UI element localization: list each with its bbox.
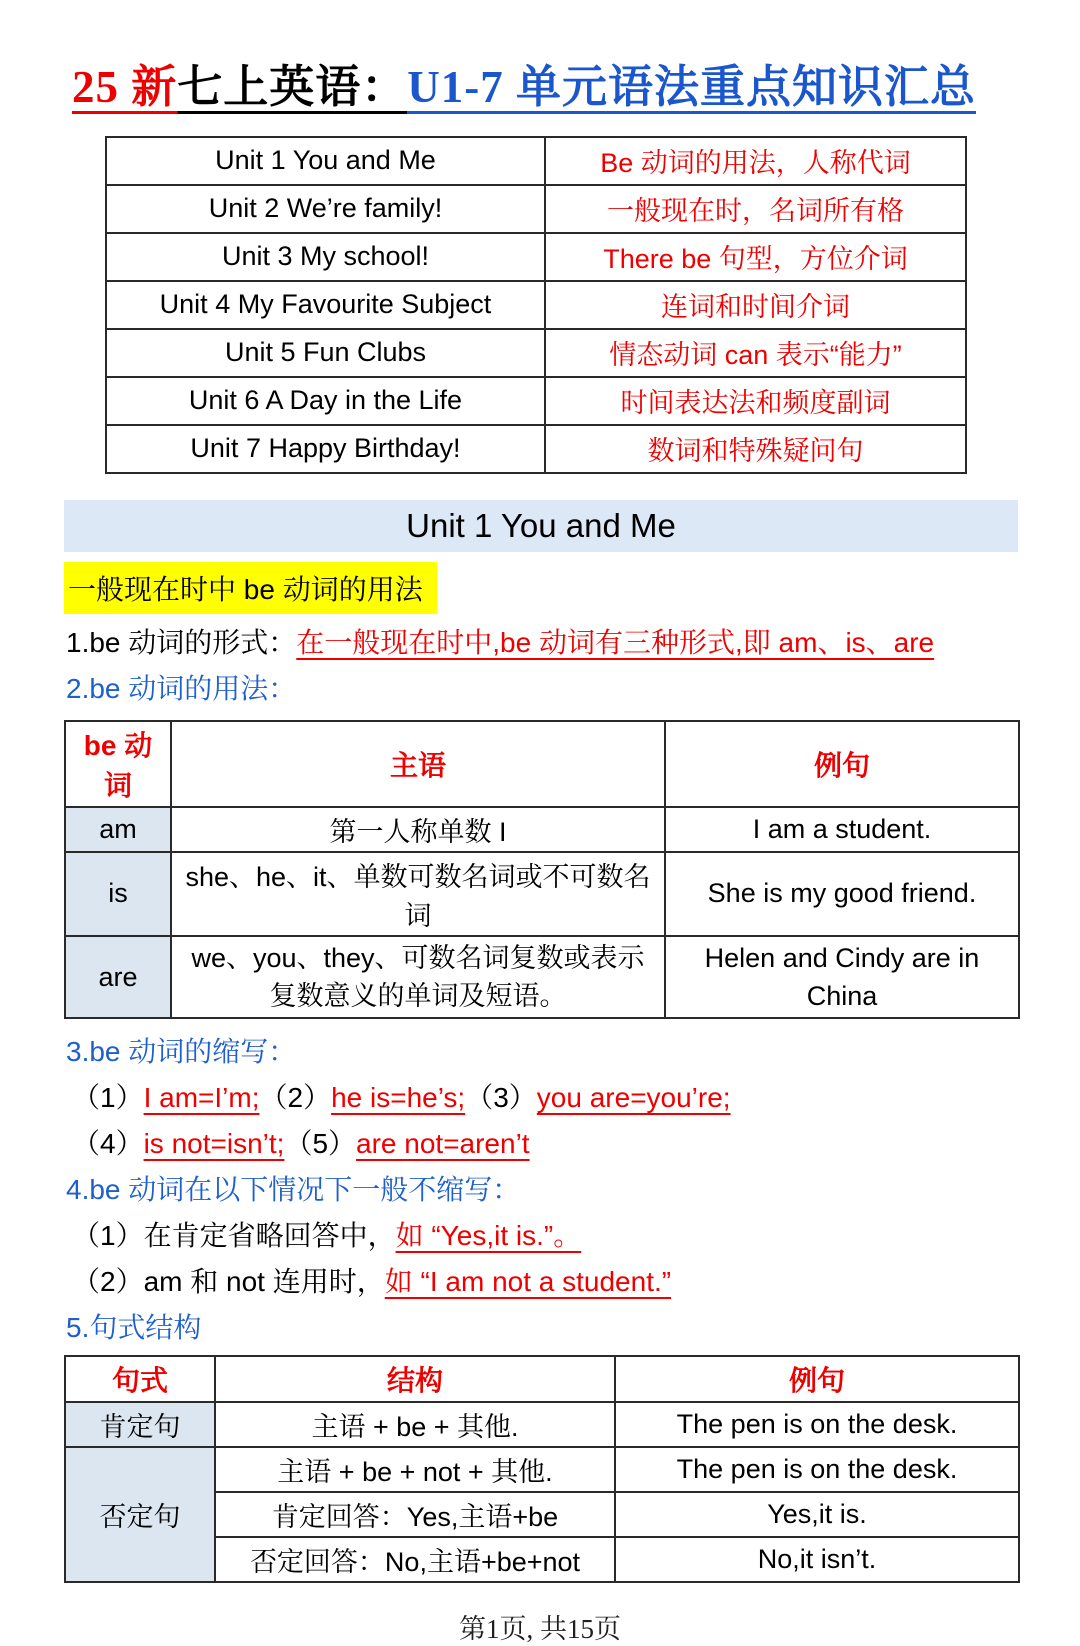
unit-name-cell: Unit 6 A Day in the Life xyxy=(106,377,545,425)
item-prefix: （2）am 和 not 连用时， xyxy=(72,1265,385,1297)
title-part-black: 七上英语： xyxy=(177,62,408,112)
verb-cell: am xyxy=(65,807,171,852)
unit-row-4 xyxy=(106,281,966,329)
example-cell: Yes,it is. xyxy=(615,1492,1019,1537)
be-verb-header-subject: 主语 xyxy=(171,721,665,807)
contraction-text: are not=aren’t xyxy=(356,1127,530,1159)
pattern-cell: 主语 + be + not + 其他. xyxy=(215,1447,615,1492)
unit-topic-cell: 时间表达法和频度副词 xyxy=(545,377,966,425)
contraction-text: is not=isn’t; xyxy=(143,1127,285,1159)
be-verb-header-example: 例句 xyxy=(665,721,1019,807)
example-cell: Helen and Cindy are in China xyxy=(665,936,1019,1018)
item-example: 如 “Yes,it is.”。 xyxy=(395,1219,582,1251)
unit-name-cell: Unit 7 Happy Birthday! xyxy=(106,425,545,473)
unit-name-cell: Unit 5 Fun Clubs xyxy=(106,329,545,377)
point-4-item-2 xyxy=(72,1265,1080,1299)
be-verb-table-body xyxy=(65,721,1019,1018)
subject-cell: 第一人称单数 I xyxy=(171,807,665,852)
item-number: （3） xyxy=(465,1081,537,1113)
point-2-label: 2.be 动词的用法： xyxy=(66,672,297,704)
structure-row-affirmative xyxy=(65,1402,1019,1447)
unit-row-3 xyxy=(106,233,966,281)
unit-row-5 xyxy=(106,329,966,377)
example-cell: No,it isn’t. xyxy=(615,1537,1019,1582)
title-part-red: 25 新 xyxy=(72,62,178,112)
verb-cell: are xyxy=(65,936,171,1018)
unit1-section-header: Unit 1 You and Me xyxy=(64,500,1018,552)
units-overview-table xyxy=(105,136,967,474)
item-number: （5） xyxy=(284,1127,357,1159)
example-cell: She is my good friend. xyxy=(665,852,1019,936)
unit-topic-cell: Be 动词的用法，人称代词 xyxy=(545,137,966,185)
point-4-item-1 xyxy=(72,1219,1080,1253)
be-verb-header-verb: be 动词 xyxy=(65,721,171,807)
doc-title xyxy=(72,62,1080,114)
verb-cell: is xyxy=(65,852,171,936)
unit-topic-cell: 情态动词 can 表示“能力” xyxy=(545,329,966,377)
sentence-structure-table xyxy=(64,1355,1020,1583)
units-overview-body xyxy=(106,137,966,473)
example-cell: The pen is on the desk. xyxy=(615,1402,1019,1447)
item-number: （2） xyxy=(259,1081,332,1113)
pattern-cell: 主语 + be + 其他. xyxy=(215,1402,615,1447)
example-cell: The pen is on the desk. xyxy=(615,1447,1019,1492)
item-number: （4） xyxy=(72,1127,144,1159)
unit-topic-cell: There be 句型，方位介词 xyxy=(545,233,966,281)
point-1-label: 1.be 动词的形式： xyxy=(66,626,297,658)
point-1-line xyxy=(66,626,1080,660)
document-page xyxy=(0,62,1080,1644)
highlight-heading: 一般现在时中 be 动词的用法 xyxy=(64,562,437,614)
unit-row-6 xyxy=(106,377,966,425)
contraction-text: he is=he’s; xyxy=(331,1081,466,1113)
unit-topic-cell: 数词和特殊疑问句 xyxy=(545,425,966,473)
be-verb-row-am xyxy=(65,807,1019,852)
unit-row-2 xyxy=(106,185,966,233)
be-verb-row-are xyxy=(65,936,1019,1018)
structure-header-type: 句式 xyxy=(65,1356,215,1402)
be-verb-row-is xyxy=(65,852,1019,936)
point-4-label: 4.be 动词在以下情况下一般不缩写： xyxy=(66,1173,521,1205)
sentence-type-cell: 肯定句 xyxy=(65,1402,215,1447)
subject-cell: she、he、it、单数可数名词或不可数名词 xyxy=(171,852,665,936)
item-prefix: （1）在肯定省略回答中， xyxy=(72,1219,396,1251)
highlight-heading-row xyxy=(64,562,1080,614)
contraction-text: I am=I’m; xyxy=(143,1081,260,1113)
sentence-type-cell: 否定句 xyxy=(65,1447,215,1582)
item-example: 如 “I am not a student.” xyxy=(384,1265,672,1297)
pattern-cell: 肯定回答：Yes,主语+be xyxy=(215,1492,615,1537)
be-verb-table xyxy=(64,720,1020,1019)
unit-row-7 xyxy=(106,425,966,473)
unit-topic-cell: 连词和时间介词 xyxy=(545,281,966,329)
subject-cell: we、you、they、可数名词复数或表示复数意义的单词及短语。 xyxy=(171,936,665,1018)
page-number: 第1页, 共15页 xyxy=(459,1613,621,1644)
unit-row-1 xyxy=(106,137,966,185)
point-1-text: 在一般现在时中,be 动词有三种形式,即 am、is、are xyxy=(296,626,935,658)
structure-row-negative xyxy=(65,1447,1019,1492)
structure-header-example: 例句 xyxy=(615,1356,1019,1402)
sentence-structure-body xyxy=(65,1356,1019,1582)
unit-name-cell: Unit 1 You and Me xyxy=(106,137,545,185)
point-5-label: 5.句式结构 xyxy=(66,1311,202,1343)
item-number: （1） xyxy=(72,1081,144,1113)
pattern-cell: 否定回答：No,主语+be+not xyxy=(215,1537,615,1582)
unit-name-cell: Unit 4 My Favourite Subject xyxy=(106,281,545,329)
contraction-text: you are=you’re; xyxy=(536,1081,731,1113)
title-part-blue: U1-7 单元语法重点知识汇总 xyxy=(407,62,977,112)
unit-name-cell: Unit 3 My school! xyxy=(106,233,545,281)
point-3-label: 3.be 动词的缩写： xyxy=(66,1035,297,1067)
unit-name-cell: Unit 2 We’re family! xyxy=(106,185,545,233)
example-cell: I am a student. xyxy=(665,807,1019,852)
structure-header-pattern: 结构 xyxy=(215,1356,615,1402)
unit-topic-cell: 一般现在时，名词所有格 xyxy=(545,185,966,233)
contractions-line-1 xyxy=(72,1081,1080,1115)
structure-header-row xyxy=(65,1356,1019,1402)
be-verb-header-row xyxy=(65,721,1019,807)
contractions-line-2 xyxy=(72,1127,1080,1161)
